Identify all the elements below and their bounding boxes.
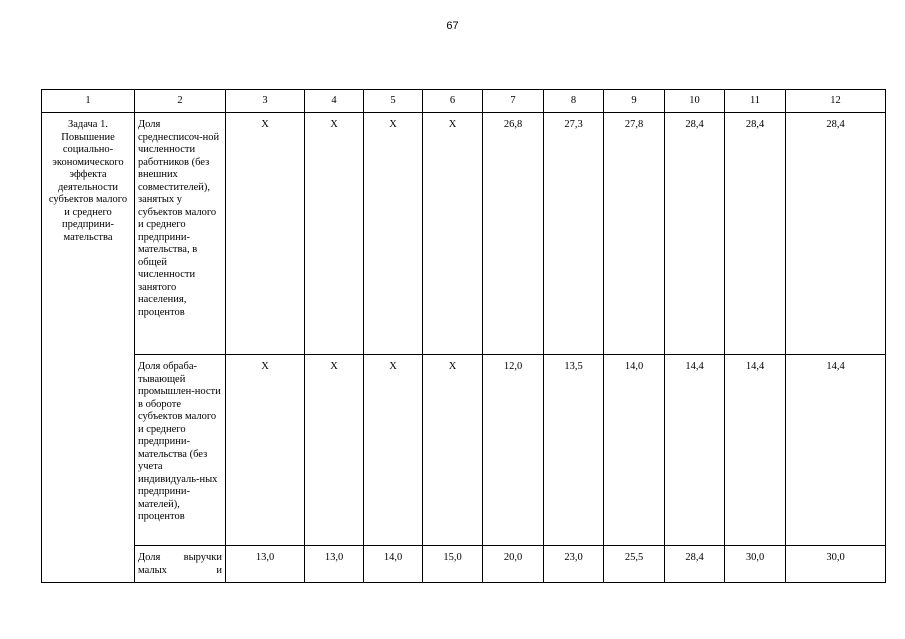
value-cell: X [226, 113, 305, 355]
value-cell: 28,4 [725, 113, 786, 355]
value-cell: 28,4 [786, 113, 886, 355]
indicator-cell: Доля среднесписоч-ной численности работников (без внешних совместителей), занятых у субъектов малого и среднего предприни-мательства, в общей численности занятого населения, процентов [135, 113, 226, 355]
value-cell: 13,5 [544, 355, 604, 546]
header-cell: 1 [42, 90, 135, 113]
value-cell: 14,4 [665, 355, 725, 546]
value-cell: X [226, 355, 305, 546]
value-cell: 14,0 [364, 546, 423, 583]
table-row [42, 113, 886, 355]
value-cell: 27,8 [604, 113, 665, 355]
value-cell: X [423, 355, 483, 546]
indicator-cell: Доля обраба-тывающей промышлен-ности в обороте субъектов малого и среднего предприни-мательства (без учета индивидуаль-ных предприни-мателей), процентов [135, 355, 226, 546]
header-cell: 6 [423, 90, 483, 113]
header-row [42, 90, 886, 113]
value-cell: 27,3 [544, 113, 604, 355]
header-cell: 10 [665, 90, 725, 113]
value-cell: X [364, 113, 423, 355]
value-cell: 14,4 [786, 355, 886, 546]
value-cell: 13,0 [305, 546, 364, 583]
value-cell: X [364, 355, 423, 546]
header-cell: 9 [604, 90, 665, 113]
header-cell: 4 [305, 90, 364, 113]
value-cell: X [305, 355, 364, 546]
indicators-table [41, 89, 886, 583]
header-cell: 2 [135, 90, 226, 113]
header-cell: 5 [364, 90, 423, 113]
value-cell: 23,0 [544, 546, 604, 583]
value-cell: X [305, 113, 364, 355]
value-cell: 25,5 [604, 546, 665, 583]
indicator-line: малых и [138, 564, 222, 576]
task-cell: Задача 1. Повышение социально-экономического эффекта деятельности субъектов малого и среднего предприни-мательства [42, 113, 135, 583]
header-cell: 11 [725, 90, 786, 113]
value-cell: 12,0 [483, 355, 544, 546]
header-cell: 12 [786, 90, 886, 113]
value-cell: 26,8 [483, 113, 544, 355]
value-cell: 14,4 [725, 355, 786, 546]
value-cell: 14,0 [604, 355, 665, 546]
table-row [42, 546, 886, 583]
header-cell: 3 [226, 90, 305, 113]
page-number: 67 [446, 20, 459, 32]
value-cell: X [423, 113, 483, 355]
value-cell: 28,4 [665, 546, 725, 583]
value-cell: 30,0 [786, 546, 886, 583]
value-cell: 28,4 [665, 113, 725, 355]
header-cell: 7 [483, 90, 544, 113]
value-cell: 15,0 [423, 546, 483, 583]
value-cell: 30,0 [725, 546, 786, 583]
header-cell: 8 [544, 90, 604, 113]
indicator-line: Доля выручки [138, 552, 222, 563]
value-cell: 13,0 [226, 546, 305, 583]
indicator-cell [135, 546, 226, 583]
table-row [42, 355, 886, 546]
value-cell: 20,0 [483, 546, 544, 583]
